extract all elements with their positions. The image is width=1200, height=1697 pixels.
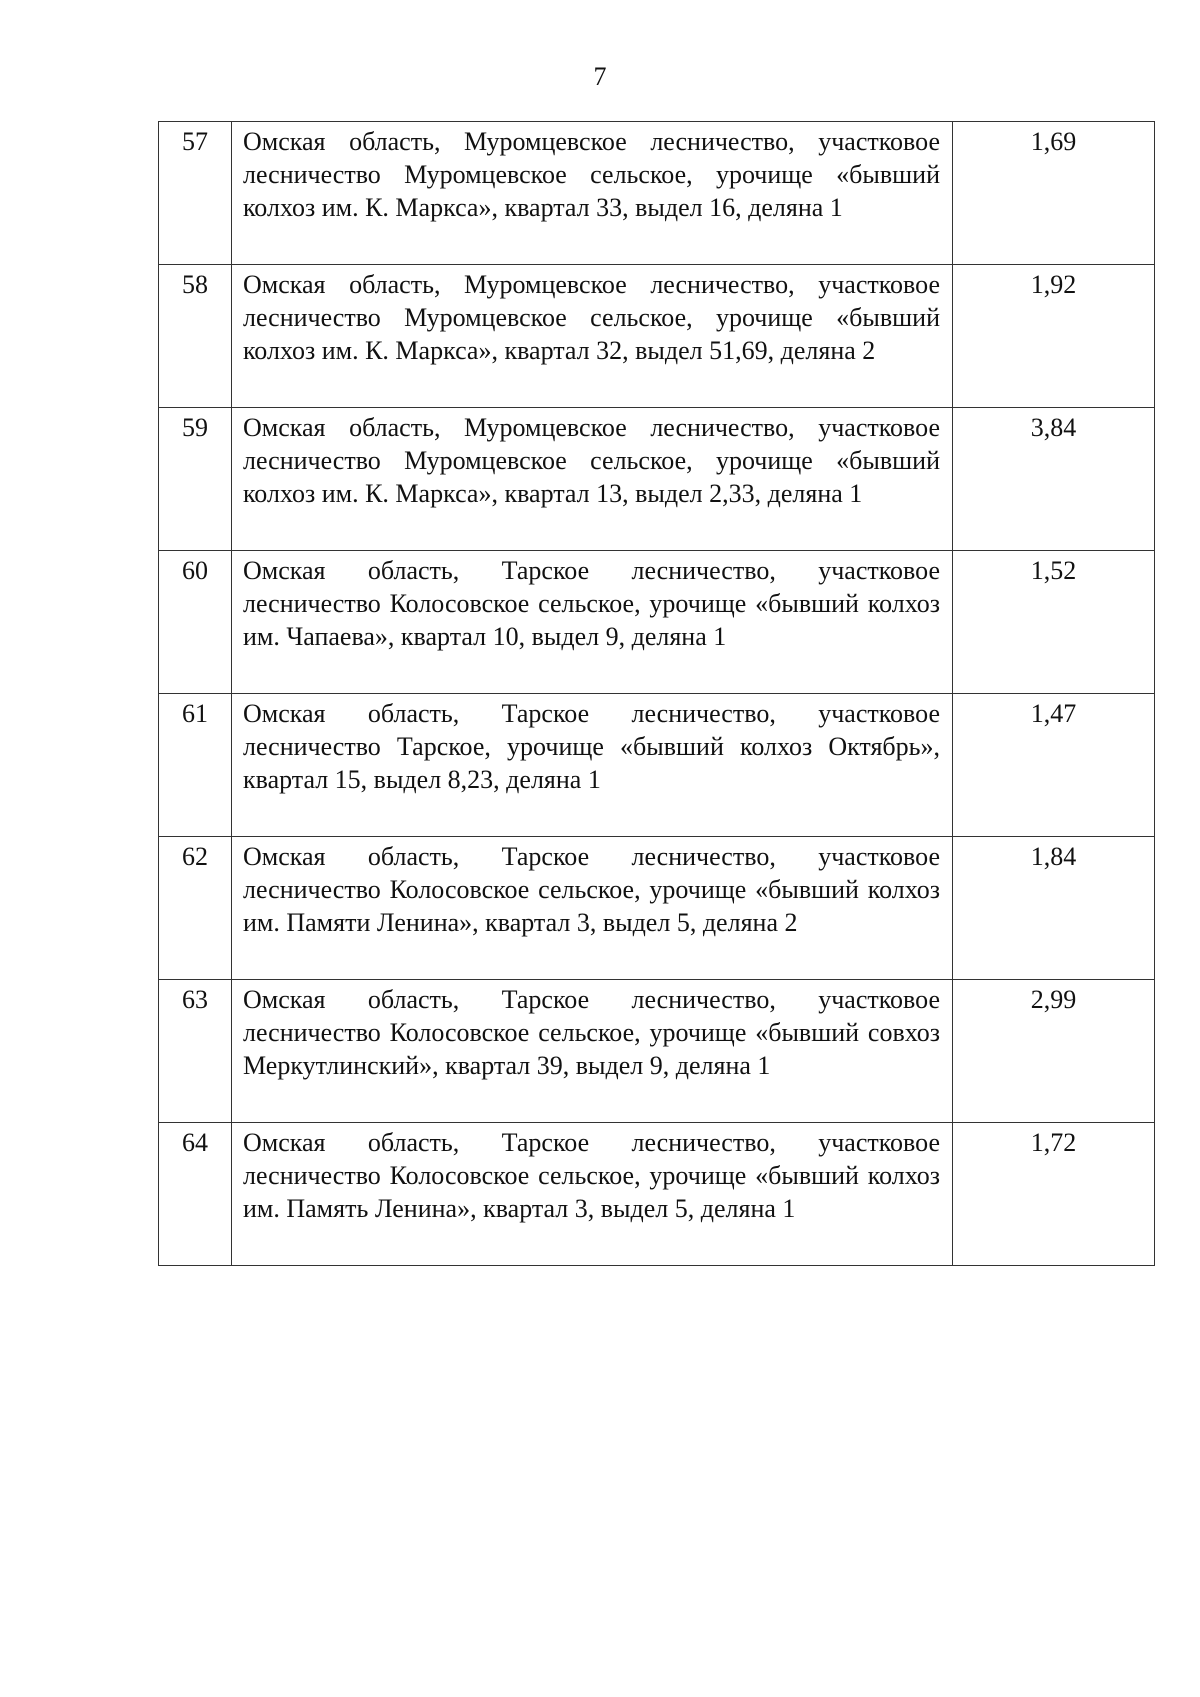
row-description: Омская область, Муромцевское лесничество, участковое лесничество Муромцевское сельское, урочище «бывший колхоз им. К. Маркса», квартал 13, выдел 2,33, деляна 1	[243, 413, 940, 508]
row-number: 59	[159, 408, 232, 551]
row-area: 2,99	[953, 980, 1155, 1123]
row-area: 1,72	[953, 1123, 1155, 1266]
table-row	[159, 1123, 1155, 1266]
row-description: Омская область, Тарское лесничество, участковое лесничество Колосовское сельское, урочище «бывший колхоз им. Памяти Ленина», квартал 3, выдел 5, деляна 2	[243, 842, 940, 937]
row-description: Омская область, Тарское лесничество, участковое лесничество Колосовское сельское, урочище «бывший колхоз им. Память Ленина», квартал 3, выдел 5, деляна 1	[243, 1128, 940, 1223]
row-description-cell	[232, 837, 953, 980]
row-description-cell	[232, 551, 953, 694]
row-number: 61	[159, 694, 232, 837]
row-area: 1,69	[953, 122, 1155, 265]
row-number: 64	[159, 1123, 232, 1266]
table-row	[159, 837, 1155, 980]
table-row	[159, 265, 1155, 408]
table-row	[159, 551, 1155, 694]
row-description: Омская область, Муромцевское лесничество, участковое лесничество Муромцевское сельское, урочище «бывший колхоз им. К. Маркса», квартал 33, выдел 16, деляна 1	[243, 127, 940, 222]
page-number: 7	[593, 62, 607, 91]
row-description: Омская область, Тарское лесничество, участковое лесничество Тарское, урочище «бывший колхоз Октябрь», квартал 15, выдел 8,23, деляна 1	[243, 699, 940, 794]
table-row	[159, 408, 1155, 551]
row-description: Омская область, Тарское лесничество, участковое лесничество Колосовское сельское, урочище «бывший колхоз им. Чапаева», квартал 10, выдел 9, деляна 1	[243, 556, 940, 651]
row-area: 1,47	[953, 694, 1155, 837]
table-row	[159, 980, 1155, 1123]
row-number: 57	[159, 122, 232, 265]
row-description-cell	[232, 980, 953, 1123]
table-row	[159, 694, 1155, 837]
row-description-cell	[232, 694, 953, 837]
row-area: 1,84	[953, 837, 1155, 980]
row-number: 58	[159, 265, 232, 408]
table-row	[159, 122, 1155, 265]
row-description: Омская область, Тарское лесничество, участковое лесничество Колосовское сельское, урочище «бывший совхоз Меркутлинский», квартал 39, выдел 9, деляна 1	[243, 985, 940, 1080]
row-description-cell	[232, 408, 953, 551]
row-description-cell	[232, 122, 953, 265]
plots-table	[158, 121, 1155, 1266]
row-number: 60	[159, 551, 232, 694]
row-number: 62	[159, 837, 232, 980]
row-area: 1,52	[953, 551, 1155, 694]
row-description-cell	[232, 1123, 953, 1266]
row-area: 3,84	[953, 408, 1155, 551]
row-area: 1,92	[953, 265, 1155, 408]
row-description-cell	[232, 265, 953, 408]
row-description: Омская область, Муромцевское лесничество, участковое лесничество Муромцевское сельское, урочище «бывший колхоз им. К. Маркса», квартал 32, выдел 51,69, деляна 2	[243, 270, 940, 365]
row-number: 63	[159, 980, 232, 1123]
